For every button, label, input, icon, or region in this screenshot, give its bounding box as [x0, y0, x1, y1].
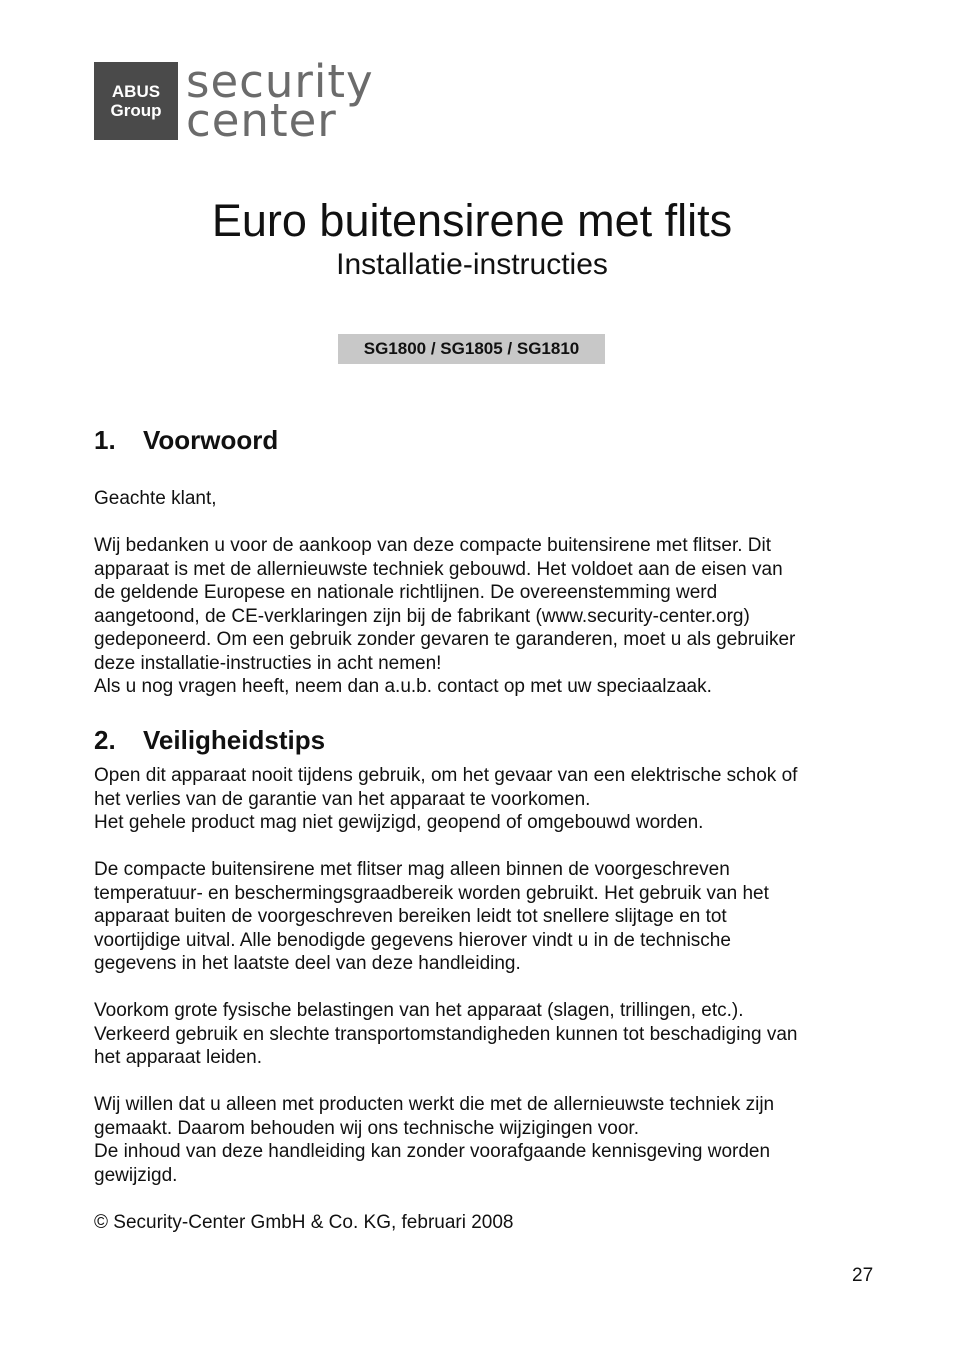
paragraph-line: gemaakt. Daarom behouden wij ons technische wijzigingen voor. [94, 1117, 639, 1139]
safety-paragraph-1 [94, 764, 864, 835]
section-1-heading [94, 424, 278, 456]
safety-paragraph-3 [94, 999, 864, 1070]
wordmark-line1: security [186, 55, 374, 108]
paragraph-line: Open dit apparaat nooit tijdens gebruik, om het gevaar van een elektrische schok of [94, 765, 798, 786]
model-numbers-badge: SG1800 / SG1805 / SG1810 [338, 334, 605, 364]
section-2-title: Veiligheidstips [143, 725, 326, 755]
paragraph-line: het verlies van de garantie van het apparaat te voorkomen. [94, 788, 591, 810]
section-1-title: Voorwoord [143, 425, 279, 455]
paragraph-line: gedeponeerd. Om een gebruik zonder gevaren te garanderen, moet u als gebruiker [94, 629, 796, 650]
paragraph-line: Het gehele product mag niet gewijzigd, geopend of omgebouwd worden. [94, 812, 704, 833]
paragraph-line: Verkeerd gebruik en slechte transportomstandigheden kunnen tot beschadiging van [94, 1023, 798, 1045]
page-number: 27 [852, 1265, 874, 1286]
section-2-number: 2. [94, 725, 116, 755]
security-center-wordmark [186, 55, 374, 147]
section-2-heading [94, 724, 325, 756]
document-title: Euro buitensirene met flits [211, 195, 733, 246]
paragraph-line: gegevens in het laatste deel van deze handleiding. [94, 953, 521, 974]
document-subtitle: Installatie-instructies [336, 248, 608, 281]
paragraph-line: het apparaat leiden. [94, 1047, 262, 1068]
safety-paragraph-2 [94, 858, 864, 976]
wordmark-line2: center [186, 94, 337, 147]
paragraph-line: temperatuur- en beschermingsgraadbereik worden gebruikt. Het gebruik van het [94, 882, 769, 904]
paragraph-line: Wij bedanken u voor de aankoop van deze compacte buitensirene met flitser. Dit [94, 535, 771, 556]
paragraph-line: aangetoond, de CE-verklaringen zijn bij de fabrikant (www.security-center.org) [94, 605, 750, 627]
paragraph-line: Voorkom grote fysische belastingen van het apparaat (slagen, trillingen, etc.). [94, 1000, 744, 1021]
paragraph-line: de geldende Europese en nationale richtlijnen. De overeenstemming werd [94, 582, 718, 603]
logo-box-line2: Group [110, 101, 162, 120]
paragraph-line: apparaat buiten de voorgeschreven bereiken leidt tot snellere slijtage en tot [94, 906, 727, 927]
copyright-notice: © Security-Center GmbH & Co. KG, februari 2008 [94, 1212, 514, 1233]
paragraph-line: Als u nog vragen heeft, neem dan a.u.b. contact op met uw speciaalzaak. [94, 676, 712, 697]
foreword-paragraph [94, 534, 864, 699]
section-1-number: 1. [94, 425, 116, 455]
paragraph-line: gewijzigd. [94, 1164, 178, 1186]
paragraph-line: deze installatie-instructies in acht nemen! [94, 652, 442, 674]
abus-group-logo-box [94, 62, 178, 140]
abus-security-center-logo [94, 55, 374, 147]
paragraph-line: Wij willen dat u alleen met producten werkt die met de allernieuwste techniek zijn [94, 1094, 775, 1115]
paragraph-line: apparaat is met de allernieuwste techniek gebouwd. Het voldoet aan de eisen van [94, 558, 783, 580]
safety-paragraph-4 [94, 1093, 864, 1187]
paragraph-line: De inhoud van deze handleiding kan zonder voorafgaande kennisgeving worden [94, 1141, 771, 1162]
logo-box-line1: ABUS [111, 82, 161, 101]
salutation: Geachte klant, [94, 488, 217, 509]
paragraph-line: De compacte buitensirene met flitser mag alleen binnen de voorgeschreven [94, 859, 730, 880]
paragraph-line: voortijdige uitval. Alle benodigde gegevens hierover vindt u in de technische [94, 929, 731, 951]
